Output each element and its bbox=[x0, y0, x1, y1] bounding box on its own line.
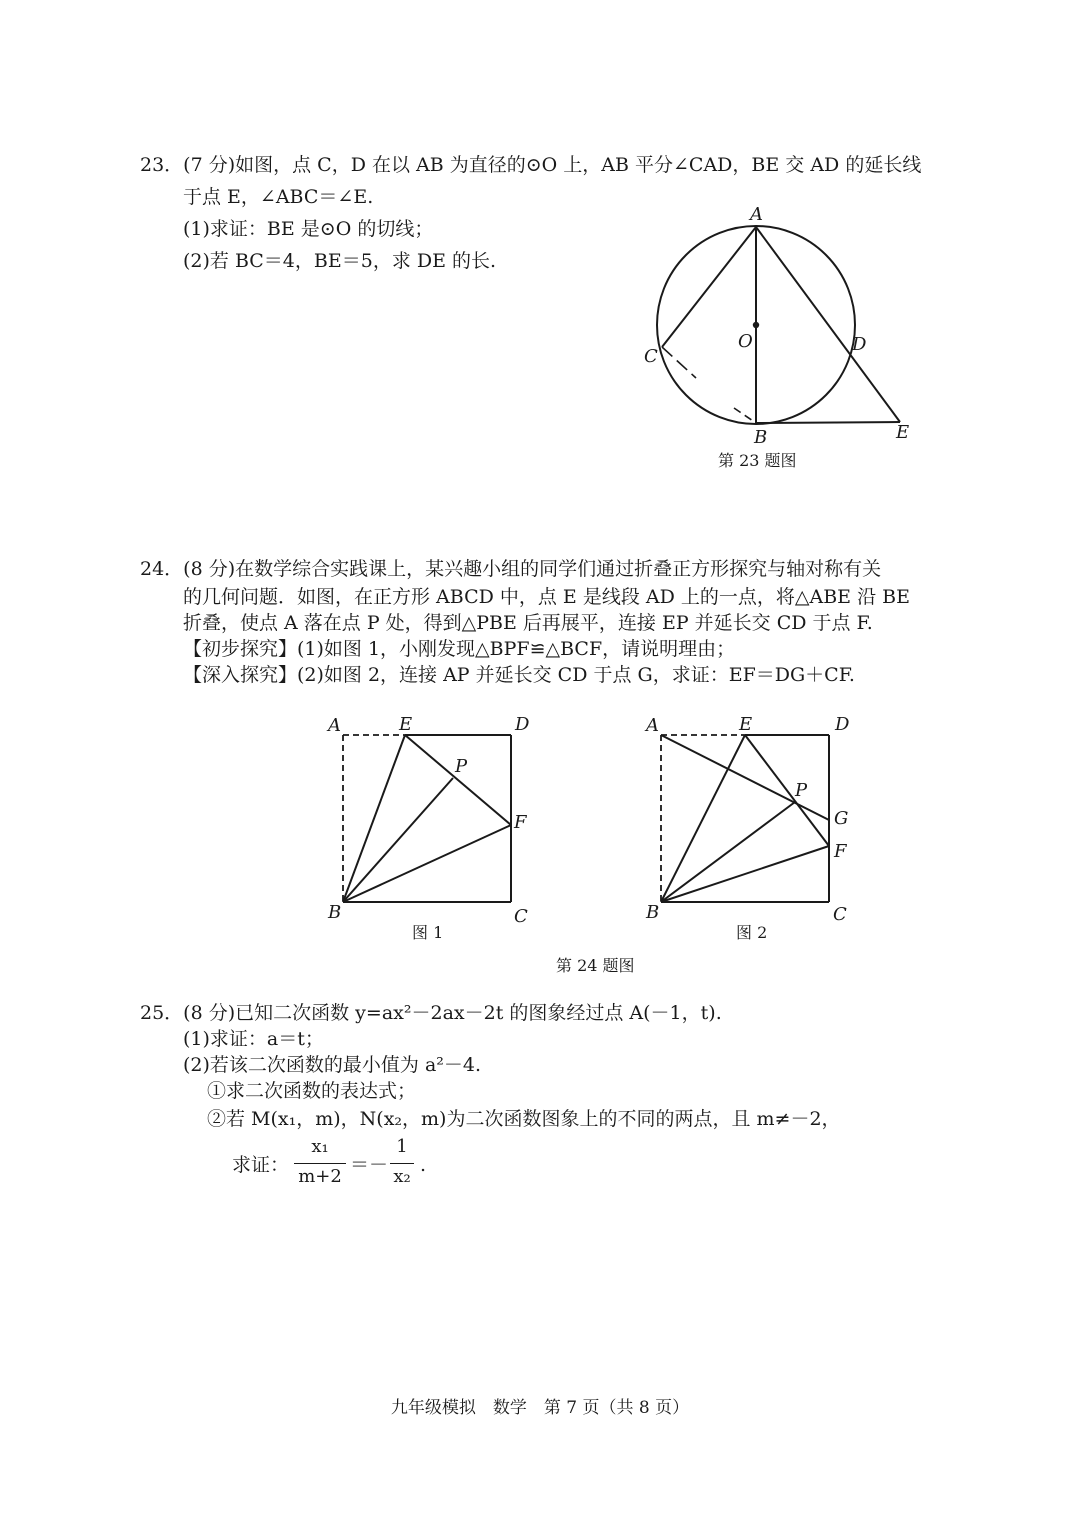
q23-line-2: 于点 E，∠ABC＝∠E. bbox=[183, 186, 374, 208]
q25-prove-label: 求证： bbox=[232, 1154, 290, 1176]
q24-line-4: 【初步探究】(1)如图 1，小刚发现△BPF≌△BCF，请说明理由； bbox=[183, 638, 736, 660]
fraction-2-denominator: x₂ bbox=[393, 1166, 411, 1187]
fig2-label-b: B bbox=[646, 902, 660, 923]
page-footer: 九年级模拟 数学 第 7 页（共 8 页） bbox=[390, 1398, 690, 1418]
q24-line-2: 的几何问题．如图，在正方形 ABCD 中，点 E 是线段 AD 上的一点，将△ABE 沿 BE bbox=[183, 586, 910, 608]
label-a: A bbox=[750, 204, 763, 225]
q24-line-3: 折叠，使点 A 落在点 P 处，得到△PBE 后再展平，连接 EP 并延长交 CD 于点 F. bbox=[183, 612, 873, 634]
fig1-label-f: F bbox=[514, 812, 527, 833]
fraction-2-numerator: 1 bbox=[396, 1136, 408, 1157]
q25-line-3: (2)若该二次函数的最小值为 a²－4. bbox=[183, 1054, 482, 1076]
q25-line-2: (1)求证：a＝t； bbox=[183, 1028, 324, 1050]
q23-line-4: (2)若 BC＝4，BE＝5，求 DE 的长. bbox=[183, 250, 497, 272]
fig2-label-a: A bbox=[646, 715, 659, 736]
fig1-label-a: A bbox=[328, 715, 341, 736]
q24-figure-caption: 第 24 题图 bbox=[556, 956, 635, 975]
label-b: B bbox=[754, 427, 768, 448]
fraction-1 bbox=[290, 1136, 350, 1192]
fig2-label-c: C bbox=[833, 904, 847, 925]
q24-line-5: 【深入探究】(2)如图 2，连接 AP 并延长交 CD 于点 G，求证：EF＝DG＋CF. bbox=[183, 664, 855, 686]
end-period: . bbox=[420, 1154, 427, 1176]
equals-minus: ＝－ bbox=[350, 1154, 389, 1176]
fig2-label-d: D bbox=[835, 714, 850, 735]
fig1-label-d: D bbox=[515, 714, 530, 735]
q23-figure bbox=[630, 200, 930, 450]
fig1-label-p: P bbox=[455, 756, 468, 777]
fig2-label-g: G bbox=[834, 808, 849, 829]
q25-line-4: ①求二次函数的表达式； bbox=[207, 1080, 417, 1102]
label-c: C bbox=[644, 346, 658, 367]
q24-line-1: 24．(8 分)在数学综合实践课上，某兴趣小组的同学们通过折叠正方形探究与轴对称有关 bbox=[140, 558, 882, 580]
q24-fig1-caption: 图 1 bbox=[412, 923, 444, 942]
label-o: O bbox=[738, 331, 753, 352]
fig1-label-e: E bbox=[399, 714, 413, 735]
fraction-1-denominator: m+2 bbox=[298, 1166, 342, 1187]
fig1-label-b: B bbox=[328, 902, 342, 923]
label-e: E bbox=[896, 422, 910, 443]
fig2-label-e: E bbox=[739, 714, 753, 735]
q23-line-3: (1)求证：BE 是⊙O 的切线； bbox=[183, 218, 434, 240]
q25-line-5: ②若 M(x₁，m)，N(x₂，m)为二次函数图象上的不同的两点，且 m≠－2， bbox=[207, 1108, 841, 1130]
q23-figure-caption: 第 23 题图 bbox=[718, 451, 797, 470]
fig2-label-p: P bbox=[795, 780, 808, 801]
q24-fig2-caption: 图 2 bbox=[736, 923, 768, 942]
fraction-1-numerator: x₁ bbox=[311, 1136, 329, 1157]
q24-figure-1 bbox=[325, 710, 545, 930]
fig1-label-c: C bbox=[514, 906, 528, 927]
q23-line-1: 23．(7 分)如图，点 C，D 在以 AB 为直径的⊙O 上，AB 平分∠CAD，BE 交 AD 的延长线 bbox=[140, 154, 922, 176]
label-d: D bbox=[852, 334, 867, 355]
fig2-label-f: F bbox=[834, 841, 847, 862]
q25-line-1: 25．(8 分)已知二次函数 y=ax²－2ax－2t 的图象经过点 A(－1，t). bbox=[140, 1002, 722, 1024]
q24-figure-2 bbox=[643, 710, 863, 930]
